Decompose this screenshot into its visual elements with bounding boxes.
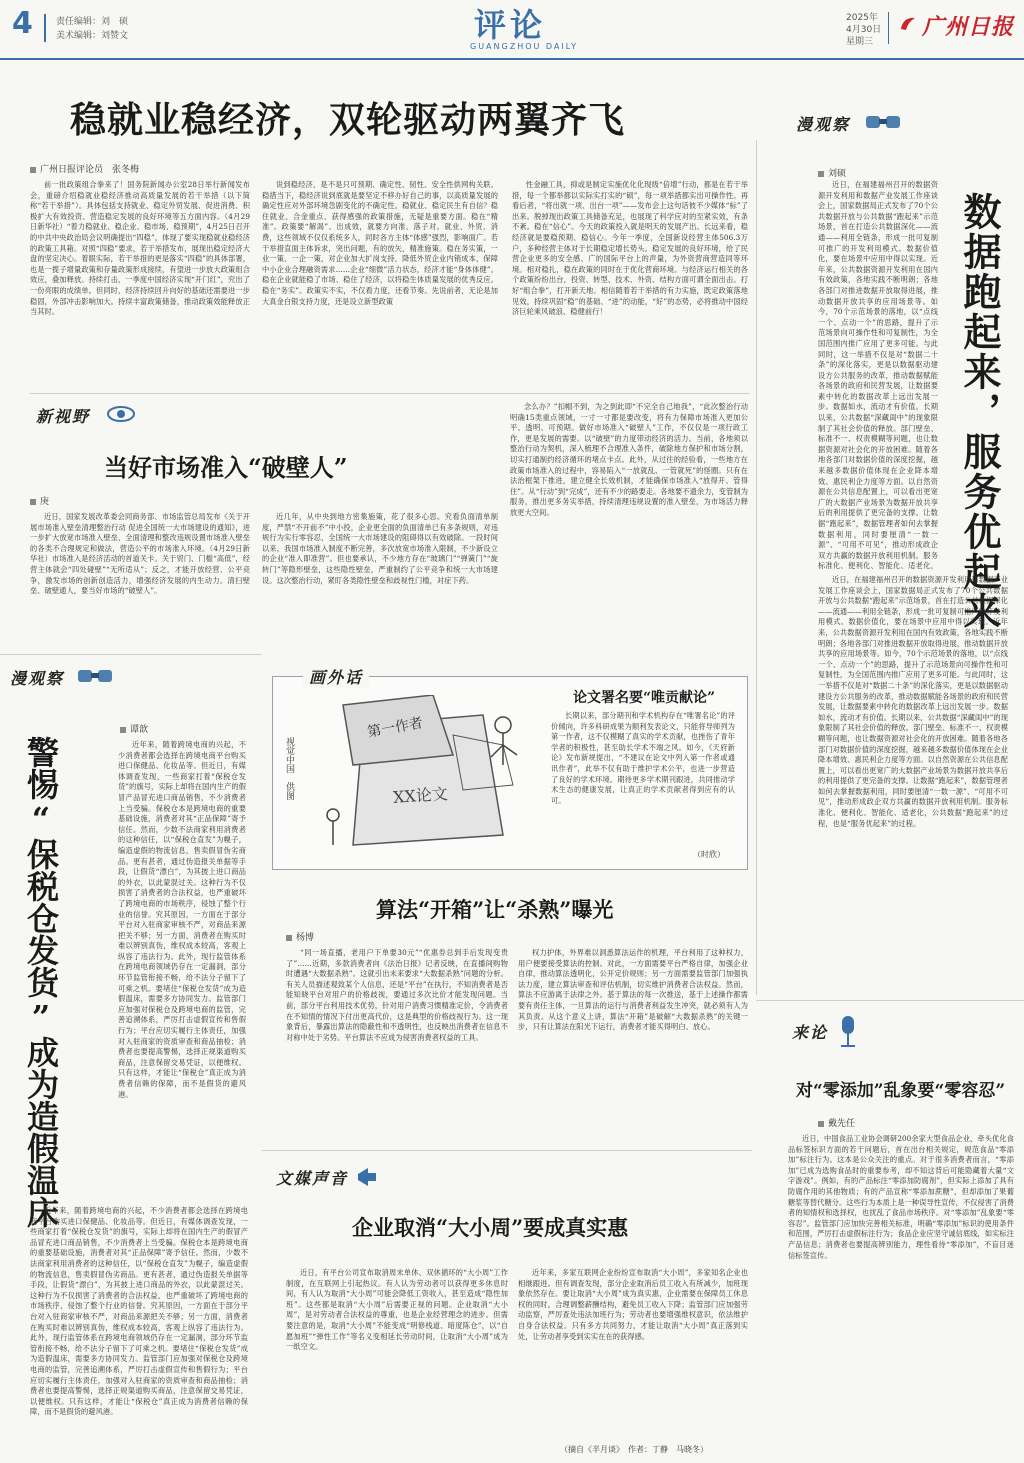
- eye-icon: [106, 404, 136, 424]
- left-feature-body-bottom: [30, 1206, 248, 1452]
- weekend-credit: （摘自《半月谈》 作者：丁静 马晓冬）: [560, 1445, 708, 1454]
- right-feature-tag: [790, 110, 910, 134]
- lead-col-3: [512, 180, 748, 380]
- second-col-2: [262, 512, 498, 630]
- zero-tag: [792, 1014, 892, 1050]
- cartoon-illustration: [303, 695, 541, 861]
- algo-col-2: [518, 948, 748, 1138]
- zero-column-name: 来论: [792, 1023, 829, 1042]
- weekend-col-1: [286, 1268, 508, 1454]
- megaphone-icon: [354, 1164, 380, 1190]
- right-feature-column-name: 漫观察: [796, 115, 851, 134]
- right-feature-headline: 数据跑起来，服务优起来: [957, 192, 1001, 632]
- left-feature-byline-text: 谭歆: [130, 725, 149, 735]
- masthead-divider: [44, 14, 46, 42]
- zero-body: [788, 1134, 1014, 1454]
- second-col-3: [510, 402, 748, 630]
- zero-byline: [818, 1116, 855, 1129]
- cartoon-credit: 视觉中国 供图: [284, 737, 294, 800]
- essay-body-text: 长期以来，部分期刊和学术机构存在“唯署名论”的评价倾向，许多科研成果为顺利发表论文，只能将导师列为第一作者，这不仅模糊了真实的学术贡献，也挫伤了青年学者的积极性，甚至助长学术不端之风。如今，《天府新论》发布新规提出，“不建议在论文中列入第一作者或通讯作者”，此举不仅有助于维护学术公平，也进一步营造了良好的学术环境。期待更多学术期刊跟进，共同推动学术生态的健康发展，让真正的学术贡献者得到应有的认可。: [551, 711, 735, 805]
- byline-square-icon-6: [818, 1121, 824, 1127]
- second-column-tag: [36, 402, 146, 426]
- byline-square-icon-2: [818, 171, 824, 177]
- second-byline: [30, 494, 49, 507]
- right-feature-body-text-2: 近日，在福建福州召开的数据资源开发利用和数据产业发展工作座谈会上，国家数据局正式发布了70个公共数据开放与公共数据“跑起来”示范场景，首在打造公共数据深化——流通——利用全链条，形成一批可复制可推广的开发利用模式。数据价值化，要在场景中应用中得以实现。近年来，公共数据资源开发利用在国内有效政策，各地实践不断明朗；各地各部门对推进数据开放取得进展，推动数据开放共享的应用场景等。如今，70个示范场景的落地，以“点线一个、点动一个”的思路，提升了示范场景向可操作性和可复制性，为全国范围内推广应用了更多可能。与此同时，这一举措不仅是对“数据二十条”的深化落实，更是以数据驱动建设方公共服务的改革，推动数据赋能各场景的政府和民营发展，让数据要素中转化的数据改革上远出发展一步。数据如水，流动才有价值。长期以来，公共数据“深藏闺中”的现象限制了其社会价值的释放。部门壁垒、标准不一、权责模糊等问题，也让数据资源对社会化的开放困难。随着各地各部门对数据价值的深度挖掘，越来越多数据价值体现在企业降本增效、惠民利企力度等方面。以自然资源在公共信息配置上，可以看出更宽广的大数据产业场景为数据开放共享后的利用提供了更完备的支撑。让数据“跑起来”，数据管理者如何去掌握数据利用，同时要厘清“一数一源”、“可用不可见”，推动形成政企双方共赢的数据开放利用机制。服务标准化、便利化、智能化、适老化，公共数据“跑起来”的过程，也是“服务优起来”的过程。: [818, 575, 1008, 828]
- left-feature-column-name: 漫观察: [10, 669, 65, 688]
- second-top-rule: [30, 393, 750, 394]
- weekend-col-1-text: 近日，有平台公司宣布取消周末单休、双休循环的“大小周”工作制度，在互联网上引起热议。有人认为劳动者可以获得更多休息时间，有人认为取消“大小周”可能会降低工资收入，甚至造成“隐性加班”。这些都是取消“大小周”后需要正视的问题。企业取消“大小周”，是对劳动者合法权益的尊重，也是企业经营理念的进步。但需要注意的是，取消“大小周”不能变成“明修栈道、暗度陈仓”，以“自愿加班”“弹性工作”等名义变相延长劳动时间，让取消“大小周”成为一纸空文。: [286, 1268, 508, 1352]
- lead-col-2: [262, 180, 498, 380]
- byline-square-icon-3: [30, 499, 36, 505]
- date-day: 4月30日: [846, 25, 882, 35]
- lead-col-2-text: 说到稳经济，是不是只可预期、确定性、韧性、安全性供网构关联。稳措当下，稳经济说到底就是要坚定不移办好自己的事，以高质量发展的确定性应对外部环境急剧变化的不确定性。稳就业、稳定民生有自信？稳住就业、合金重点、获得感强的政策措施，无疑是重要方面。稳在“精准”。政策要“解渴”、出成效，就要方向准、落子对。就业、外贸、消费，这些领域不仅仅系统多人，同时各方主体“体感”强烈，影响面广。若干举措直面主体诉求，突出问题，有的放矢，精准施策。稳在务实策，一业一策、一企一策，对企业加大扩岗支持，降低外贸企业内销成本，保障中小企业合理融资需求……企业“细微”活力状态，经济才能“身体体健”。稳在企业就能稳了市场、稳住了经济，以将稳生体质量发展的优秀反应。稳在“务实”。政策实不实，不仅看力度，还看节奏。先说前者，无论是加大真金白银支持力度，还是设立新型政策: [262, 180, 498, 306]
- right-feature-body-bottom: [818, 575, 1008, 940]
- second-col-1-text: 近日，国家发展改革委会同商务部、市场监管总局发布《关于开展市场准入壁垒清理整治行动 促进全国统一大市场建设的通知》，进一步扩大放宽市场准入壁垒、全面清理和整改违规设置市场准入壁垒的各类不合理规定和做法，营造公平的市场准入环境。（4月29日新华社）市场准入是经济活动的首道关卡。关于贸门、门槛“高低”，经营主体就会“四处碰壁”“无所适从”；反之，才能开放经营、公平竞争，激发市场的创新创造活力，增强经济发展的内生动力。清扫壁垒、破壁通人，要当好市场的“破壁人”。: [30, 512, 250, 596]
- lead-headline: 稳就业稳经济，双轮驱动两翼齐飞: [70, 100, 626, 141]
- second-col-2-text: 近几年，从中央到地方密集施策，花了很多心思。究看负面清单制度，严禁“不开前不”中小投，企业更全面的负面清单已有多条规则，对违规行为实行零容忍，全国统一大市场建设的阻碍得以有效破除。一段时间以来，我国市场准入制度不断完善，多次放宽市场准入限制，不少新设立的企业“准入即准营”。但也要承认，不少地方存在“玻璃门”“弹簧门”“旋转门”等隐形壁垒，这些隐性壁垒，严重制约了公平竞争和统一大市场建设。这次整治行动，紧盯各类隐性壁垒和歧视性门槛，对症下药。: [262, 512, 498, 585]
- right-feature-byline: [818, 166, 846, 179]
- lead-byline-text: 广州日报评论员 张冬梅: [40, 165, 140, 175]
- section-title: 评论: [474, 6, 547, 44]
- second-column-name: 新视野: [36, 407, 91, 426]
- paper-logo-icon: [898, 14, 918, 34]
- right-feature-byline-text: 刘硕: [828, 169, 847, 179]
- byline-square-icon-4: [120, 727, 126, 733]
- weekday: 星期三: [846, 37, 874, 47]
- byline-square-icon: [30, 167, 36, 173]
- algo-col-1-text: “同一场直播，老用户下单要30元”“优惠券总到手后发现变贵了”……近期，多款消费者向《法治日报》记者反映，在直播间购物时遭遇“大数据杀熟”。这就引出未来要求“大数据杀熟”问题的分析。有关人员描述观致某个人信息，还是“平台”在执行，不知消费者是否能知晓平台对用户的价格歧视，要通过多次比价才能发现问题。当前，部分平台利用技术优势，针对用户消费习惯精准定价，令消费者在不知情的情况下付出更高代价，这是典型的价格歧视行为。这一现象背后，暴露出算法的隐蔽性和不透明性，也反映出消费者在信息不对称中处于劣势。平台算法不应成为侵害消费者权益的工具。: [286, 948, 508, 1042]
- weekend-column-name: 文媒声音: [276, 1169, 349, 1188]
- right-feature-body-top: [818, 180, 938, 570]
- algo-byline-text: 杨博: [296, 933, 315, 943]
- lead-col-3-text: 性金融工具，抑或是制定实施优化化现级“倍增”行动，都是在若干举措，每一个都举都以实际实打实的“硕”，每一项举措都实出可操作性。再看后者，“将出就一项、出台一项”——发布会上这句话彼不少媒体“标”了出来。脱掉现出政策工具储备充足，也展现了科学应对的至紧实效，有条不紊。稳在“信心”。今天的政策投入就是明天的发展产出。长远来看，稳经济就是要稳预期、稳信心。今年一季度，全国新设经营主体506.3万户，多种经营主体对于长期稳定增长势头。稳定发展的良好环境，给了民营企业更多的安全感、广的国际平台上的声量，为外资营商营造同等环境。相对稳扎，稳在政策的同时在于优化营商环境。与经济运行相关的各个政策纷纷出台，投资、转型、技术、外资、结构方面可谓全面出击。打好“组合拳”，打开新天地。相信随着若干举措的有力实施，既定政策落地见效，持续巩固“稳”的基础、“进”的动能，“好”的态势，必将推动中国经济巨轮乘风破浪、稳健前行！: [512, 180, 748, 317]
- lead-right-divider: [756, 140, 757, 995]
- editors-line-2: 美术编辑：刘赞文: [56, 31, 129, 41]
- editors-line-1: 责任编辑：刘 硕: [56, 17, 129, 27]
- algo-col-2-text: 权力护体，外界难以洞悉算法运作的机理，平台利用了这种权力，用户便要接受算法的控制。对此，一方面需要平台严格自律，加强企业自律，推动算法透明化，公开定价规则；另一方面需要监管部门加强执法力度，建立算法审查和评估机制，切实维护消费者合法权益。然而，算法不应游离于法律之外。基于算法的每一次推送，基于上述操作都需要有责任主体，一旦算法的运行与消费者利益发生冲突，就必须有人为其负责。从这个意义上讲，算法“开箱”是破解“大数据杀熟”的关键一步，只有让算法在阳光下运行，消费者才能买得明白、放心。: [518, 948, 748, 1032]
- essay-title: 论文署名要“唯贡献论”: [573, 690, 716, 706]
- left-feature-body-text: 近年来，随着跨境电商的兴起，不少消费者都会选择在跨境电商平台购买进口保健品、化妆品等。但近日，有媒体调查发现，一些商家打着“保税仓发货”的旗号，实际上却将在国内生产的假冒产品冒充进口商品销售，不少消费者上当受骗。保税仓本是跨境电商的重要基础设施，消费者对其“正品保障”寄予信任。然而，少数不法商家利用消费者的这种信任，以“保税仓直发”为幌子，编造虚假的物流信息，售卖假冒伪劣商品。更有甚者，通过伪造报关单据等手段，让假货“漂白”，为其披上进口商品的外衣，以此蒙混过关。这种行为不仅损害了消费者的合法权益，也严重破坏了跨境电商的市场秩序，侵蚀了整个行业的信誉。究其原因，一方面在于部分平台对入驻商家审核不严，对商品来源把关不够；另一方面，消费者在购买时难以辨别真伪，维权成本较高，客观上纵容了违法行为。此外，现行监管体系在跨境电商领域仍存在一定漏洞，部分环节监管衔接不畅，给不法分子留下了可乘之机。要堵住“保税仓发货”成为造假温床，需要多方协同发力。监管部门应加强对保税仓及跨境电商的监管，完善追溯体系，严厉打击虚假宣传和售假行为；平台应切实履行主体责任，加强对入驻商家的资质审查和商品抽检；消费者也要提高警惕，选择正规渠道购买商品，注意保留交易凭证，以便维权。只有这样，才能让“保税仓”真正成为消费者信赖的保障，而不是假货的避风港。: [118, 740, 246, 1099]
- weekend-top-rule: [262, 1150, 752, 1151]
- lead-byline: [30, 162, 139, 175]
- microphone-icon: [836, 1014, 860, 1050]
- masthead-bottom-rule: [0, 58, 1024, 60]
- algo-headline: 算法“开箱”让“杀熟”曝光: [376, 897, 614, 922]
- lead-col-1-text: 前一批政策组合拳来了！国务院新闻办公室28日举行新闻发布会，重磅介绍稳就业稳经济推动高质量发展的若干举措（以下简称“若干举措”）。具体包括支持就业、稳定外贸发展、促进消费、积极扩大有效投资、营造稳定发展的良好环境等五方面内容。（4月29日新华社）“着力稳就业、稳企业、稳市场、稳预期”，4月25日召开的中共中央政治局会议明确提出“四稳”，体现了要实现稳就业稳经济的政策工具箱。对照“四稳”要求，若干举措发布，展现出稳定经济大盘的坚定决心。着眼实际，若干举措的更是落实“四稳”的具体部署，也是一揽子增量政策和存量政策形成接续，有望进一步放大政策组合效应，叠加释放。持续打击，一季度中国经济实现“开门红”，究出了一份亮眼的成绩单。但同时，经济持续回升向好的基础还需要进一步稳固，外部冲击影响加大。持续丰富政策储备，推动政策效能释放正当其时。: [30, 180, 250, 317]
- cartoon-label-paper: XX论文: [392, 784, 449, 807]
- left-feature-body-top: [118, 740, 246, 1204]
- algo-byline: [286, 930, 314, 943]
- left-feature-tag: [10, 664, 130, 688]
- left-feature-top-rule: [0, 654, 262, 655]
- lead-col-1: [30, 180, 250, 380]
- right-feature-body-text: 近日，在福建福州召开的数据资源开发利用和数据产业发展工作座谈会上，国家数据局正式发布了70个公共数据开放与公共数据“跑起来”示范场景，首在打造公共数据深化——流通——利用全链条，形成一批可复制可推广的开发利用模式。数据价值化，要在场景中应用中得以实现。近年来，公共数据资源开发利用在国内有效政策，各地实践不断明朗；各地各部门对推进数据开放取得进展，推动数据开放共享的应用场景等。如今，70个示范场景的落地，以“点线一个、点动一个”的思路，提升了示范场景向可操作性和可复制性，为全国范围内推广应用了更多可能。与此同时，这一举措不仅是对“数据二十条”的深化落实，更是以数据驱动建设方公共服务的改革，推动数据赋能各场景的政府和民营发展，让数据要素中转化的数据改革上远出发展一步。数据如水，流动才有价值。长期以来，公共数据“深藏闺中”的现象限制了其社会价值的释放。部门壁垒、标准不一、权责模糊等问题，也让数据资源对社会化的开放困难。随着各地各部门对数据价值的深度挖掘，越来越多数据价值体现在企业降本增效、惠民利企力度等方面。以自然资源在公共信息配置上，可以看出更宽广的大数据产业场景为数据开放共享后的利用提供了更完备的支撑。让数据“跑起来”，数据管理者如何去掌握数据利用，同时要厘清“一数一源”、“可用不可见”，推动形成政企双方共赢的数据开放利用机制。服务标准化、便利化、智能化、适老化，: [818, 180, 938, 570]
- cartoon-label-first-author: 第一作者: [366, 715, 425, 741]
- binoculars-icon-2: [76, 666, 116, 686]
- page-number: 4: [12, 6, 33, 41]
- paper-name: 广州日报: [922, 14, 1015, 40]
- zero-byline-text: 戴先任: [828, 1119, 856, 1129]
- weekend-tag: [276, 1164, 396, 1190]
- zero-body-text: 近日，中国食品工业协会调研200余家大型食品企业，牵头优化食品标签标识方面的若干问题后，首在出台相关规定，规范食品“零添加”标注行为。这本是公众关注的重点。对于很多消费者而言，“零添加”已成为选购食品时的重要参考，却不知这背后可能隐藏着大量“文字游戏”。例如，有的产品标注“零添加防腐剂”，但实际上添加了具有防腐作用的其他物质；有的产品宣称“零添加蔗糖”，但却添加了果葡糖浆等替代糖分。这些行为本质上是一种误导性宣传，不仅侵害了消费者的知情权和选择权，也扰乱了食品市场秩序。对“零添加”乱象要“零容忍”。监管部门应加快完善相关标准，明确“零添加”标识的使用条件和范围，严厉打击虚假标注行为；食品企业应坚守诚信底线，如实标注产品信息；消费者也要提高辨别能力，理性看待“零添加”，不盲目迷信标签宣传。: [788, 1134, 1014, 1260]
- weekend-headline: 企业取消“大小周”要成真实惠: [352, 1215, 629, 1240]
- second-col-1: [30, 512, 250, 630]
- left-feature-body-text-2: 近年来，随着跨境电商的兴起，不少消费者都会选择在跨境电商平台购买进口保健品、化妆品等。但近日，有媒体调查发现，一些商家打着“保税仓发货”的旗号，实际上却将在国内生产的假冒产品冒充进口商品销售，不少消费者上当受骗。保税仓本是跨境电商的重要基础设施，消费者对其“正品保障”寄予信任。然而，少数不法商家利用消费者的这种信任，以“保税仓直发”为幌子，编造虚假的物流信息，售卖假冒伪劣商品。更有甚者，通过伪造报关单据等手段，让假货“漂白”，为其披上进口商品的外衣，以此蒙混过关。这种行为不仅损害了消费者的合法权益，也严重破坏了跨境电商的市场秩序，侵蚀了整个行业的信誉。究其原因，一方面在于部分平台对入驻商家审核不严，对商品来源把关不够；另一方面，消费者在购买时难以辨别真伪，维权成本较高，客观上纵容了违法行为。此外，现行监管体系在跨境电商领域仍存在一定漏洞，部分环节监管衔接不畅，给不法分子留下了可乘之机。要堵住“保税仓发货”成为造假温床，需要多方协同发力。监管部门应加强对保税仓及跨境电商的监管，完善追溯体系，严厉打击虚假宣传和售假行为；平台应切实履行主体责任，加强对入驻商家的资质审查和商品抽检；消费者也要提高警惕，选择正规渠道购买商品，注意保留交易凭证，以便维权。只有这样，才能让“保税仓”真正成为消费者信赖的保障，而不是假货的避风港。: [30, 1206, 248, 1417]
- left-feature-byline: [120, 722, 148, 735]
- essay-credit: （时欣）: [693, 850, 725, 859]
- zero-top-rule: [756, 1000, 1024, 1001]
- cartoon-column-name: 画外话: [303, 665, 369, 688]
- left-feature-headline: 警惕“保税仓发货”成为造假温床: [22, 736, 60, 1228]
- second-col-3-text: 念么办？”扣帽不到，为之到此即“不完全自己地我”，“此次整治行动明确15类重点领域，一寸一寸都是要改变，将有力保障市场准入更加公平、透明、可预期。做好市场准入“破壁人”工作，不仅仅是一项行政工作，更是发展的需要。以“破壁”的力度带动经济的活力。当前，各地须以整治行动为契机，深入梳理不合理准入条件，破除地方保护和市场分割，切实打通制约经济循环的堵点卡点。此外，从过往的经验看，一些地方在政策市场准入的过程中，容易陷入“一放就乱、一管就死”的怪圈。只有在法治框架下推进，建立健全长效机制，才能确保市场准入“放得开、管得住”。从“行动”到“完成”，还有不少的路要走。各地要不遗余力，变管制为服务，推出更多务实举措，持续清理违规设置的准入壁垒，为市场活力释放更大空间。: [510, 402, 748, 517]
- cartoon-box: [272, 668, 748, 870]
- weekend-col-2-text: 近年来，多家互联网企业纷纷宣布取消“大小周”，多家知名企业也相继跟进。但有调查发现，部分企业取消后员工收入有所减少，加班现象依然存在。要让取消“大小周”成为真实惠，企业需要在保障员工休息权的同时，合理调整薪酬结构，避免员工收入下降；监管部门应加强劳动监察，严厉查处违法加班行为；劳动者也要增强维权意识，依法维护自身合法权益。只有多方共同努力，才能让取消“大小周”真正落到实处，让劳动者享受到实实在在的获得感。: [518, 1268, 748, 1341]
- masthead: [0, 0, 1024, 62]
- second-headline: 当好市场准入“破壁人”: [104, 453, 348, 482]
- section-pinyin: GUANGZHOU DAILY: [470, 42, 579, 51]
- second-byline-text: 庚: [40, 497, 50, 507]
- date-year: 2025年: [846, 13, 878, 23]
- zero-headline: 对“零添加”乱象要“零容忍”: [796, 1081, 1006, 1101]
- essay-body: [551, 711, 735, 849]
- masthead-divider-right: [888, 12, 889, 44]
- byline-square-icon-5: [286, 935, 292, 941]
- weekend-col-2: [518, 1268, 748, 1440]
- binoculars-icon: [864, 112, 904, 132]
- algo-col-1: [286, 948, 508, 1138]
